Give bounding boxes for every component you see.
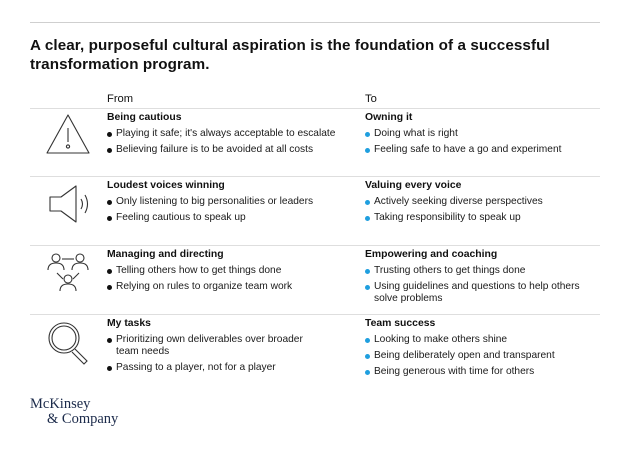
to-cell: [365, 179, 605, 228]
to-heading: Owning it: [365, 112, 413, 123]
from-cell: [107, 179, 347, 228]
from-bullet: Passing to a player, not for a player: [107, 362, 347, 374]
row-divider: [30, 245, 600, 246]
from-column-header: From: [107, 93, 134, 105]
row-divider: [30, 314, 600, 315]
bullet-dot: [365, 148, 370, 153]
to-cell: [365, 317, 605, 382]
bullet-dot: [107, 285, 112, 290]
top-divider: [30, 22, 600, 23]
bullet-dot: [107, 338, 112, 343]
row-divider: [30, 176, 600, 177]
mckinsey-logo: [30, 397, 118, 427]
to-bullet: Using guidelines and questions to help others solve problems: [365, 281, 605, 305]
bullet-dot: [107, 132, 112, 137]
from-cell: [107, 248, 347, 297]
bullet-dot: [107, 148, 112, 153]
from-bullet: Telling others how to get things done: [107, 265, 347, 277]
to-bullet: Being deliberately open and transparent: [365, 350, 605, 362]
from-bullet: Believing failure is to be avoided at all costs: [107, 144, 347, 156]
from-heading: Managing and directing: [107, 249, 224, 260]
bullet-dot: [365, 132, 370, 137]
page-title: A clear, purposeful cultural aspiration is the foundation of a successful transformation program.: [30, 37, 550, 73]
bullet-dot: [107, 269, 112, 274]
from-cell: [107, 111, 347, 160]
to-bullet: Looking to make others shine: [365, 334, 605, 346]
from-heading: My tasks: [107, 318, 151, 329]
bullet-dot: [365, 200, 370, 205]
bullet-dot: [365, 338, 370, 343]
to-heading: Valuing every voice: [365, 180, 462, 191]
from-bullet: Playing it safe; it's always acceptable to escalate: [107, 128, 347, 140]
to-cell: [365, 248, 605, 309]
bullet-dot: [365, 370, 370, 375]
magnifier-icon: [44, 319, 92, 367]
logo-line-1: McKinsey: [30, 396, 91, 412]
to-column-header: To: [365, 93, 377, 105]
row-divider: [30, 108, 600, 109]
to-bullet: Being generous with time for others: [365, 366, 605, 378]
from-bullet: Only listening to big personalities or leaders: [107, 196, 347, 208]
bullet-dot: [365, 269, 370, 274]
to-bullet: Doing what is right: [365, 128, 605, 140]
to-bullet: Actively seeking diverse perspectives: [365, 196, 605, 208]
from-bullet: Relying on rules to organize team work: [107, 281, 347, 293]
from-bullet: Feeling cautious to speak up: [107, 212, 347, 224]
to-bullet: Taking responsibility to speak up: [365, 212, 605, 224]
to-bullet: Trusting others to get things done: [365, 265, 605, 277]
from-cell: [107, 317, 347, 378]
from-bullet: Prioritizing own deliverables over broader team needs: [107, 334, 321, 358]
to-cell: [365, 111, 605, 160]
from-heading: Being cautious: [107, 112, 182, 123]
from-heading: Loudest voices winning: [107, 180, 225, 191]
bullet-dot: [107, 216, 112, 221]
warning-triangle-icon: [44, 111, 92, 159]
to-bullet: Feeling safe to have a go and experiment: [365, 144, 605, 156]
to-heading: Empowering and coaching: [365, 249, 498, 260]
bullet-dot: [365, 354, 370, 359]
team-network-icon: [44, 250, 92, 298]
to-heading: Team success: [365, 318, 436, 329]
bullet-dot: [107, 200, 112, 205]
logo-line-2: & Company: [47, 411, 119, 427]
bullet-dot: [365, 285, 370, 290]
speaker-icon: [44, 181, 92, 229]
bullet-dot: [365, 216, 370, 221]
bullet-dot: [107, 366, 112, 371]
